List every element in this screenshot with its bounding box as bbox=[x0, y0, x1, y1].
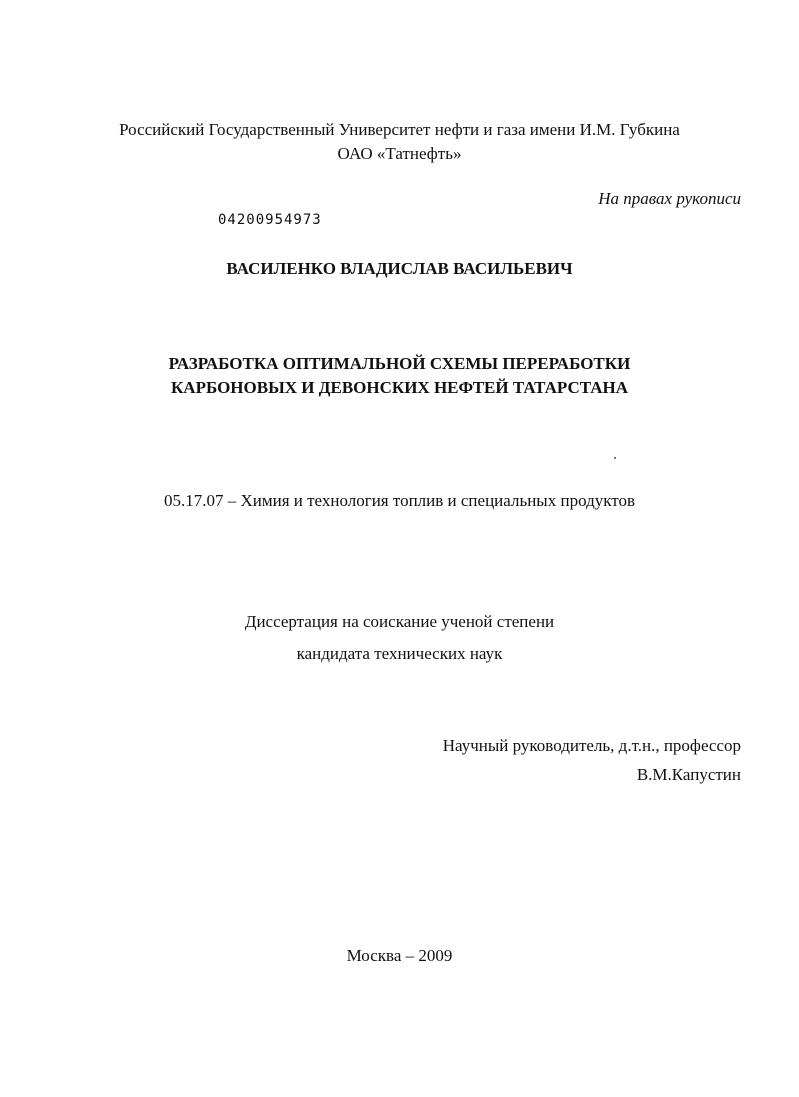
manuscript-note: На правах рукописи bbox=[598, 189, 741, 208]
specialty: 05.17.07 – Химия и технология топлив и специальных продуктов bbox=[163, 491, 635, 510]
degree-line-2: кандидата технических наук bbox=[296, 644, 503, 663]
city-year: Москва – 2009 bbox=[346, 946, 453, 965]
supervisor-name: В.М.Капустин bbox=[636, 765, 741, 784]
degree-line-1: Диссертация на соискание ученой степени bbox=[244, 612, 555, 631]
company-name: ОАО «Татнефть» bbox=[337, 144, 462, 163]
supervisor-role: Научный руководитель, д.т.н., профессор bbox=[442, 736, 741, 755]
scan-speck bbox=[614, 457, 616, 459]
title-line-2: КАРБОНОВЫХ И ДЕВОНСКИХ НЕФТЕЙ ТАТАРСТАНА bbox=[170, 378, 629, 397]
title-line-1: РАЗРАБОТКА ОПТИМАЛЬНОЙ СХЕМЫ ПЕРЕРАБОТКИ bbox=[168, 354, 631, 373]
registration-number: 04200954973 bbox=[218, 212, 322, 228]
university-name: Российский Государственный Университет нефти и газа имени И.М. Губкина bbox=[119, 120, 680, 139]
author-name: ВАСИЛЕНКО ВЛАДИСЛАВ ВАСИЛЬЕВИЧ bbox=[226, 259, 573, 278]
